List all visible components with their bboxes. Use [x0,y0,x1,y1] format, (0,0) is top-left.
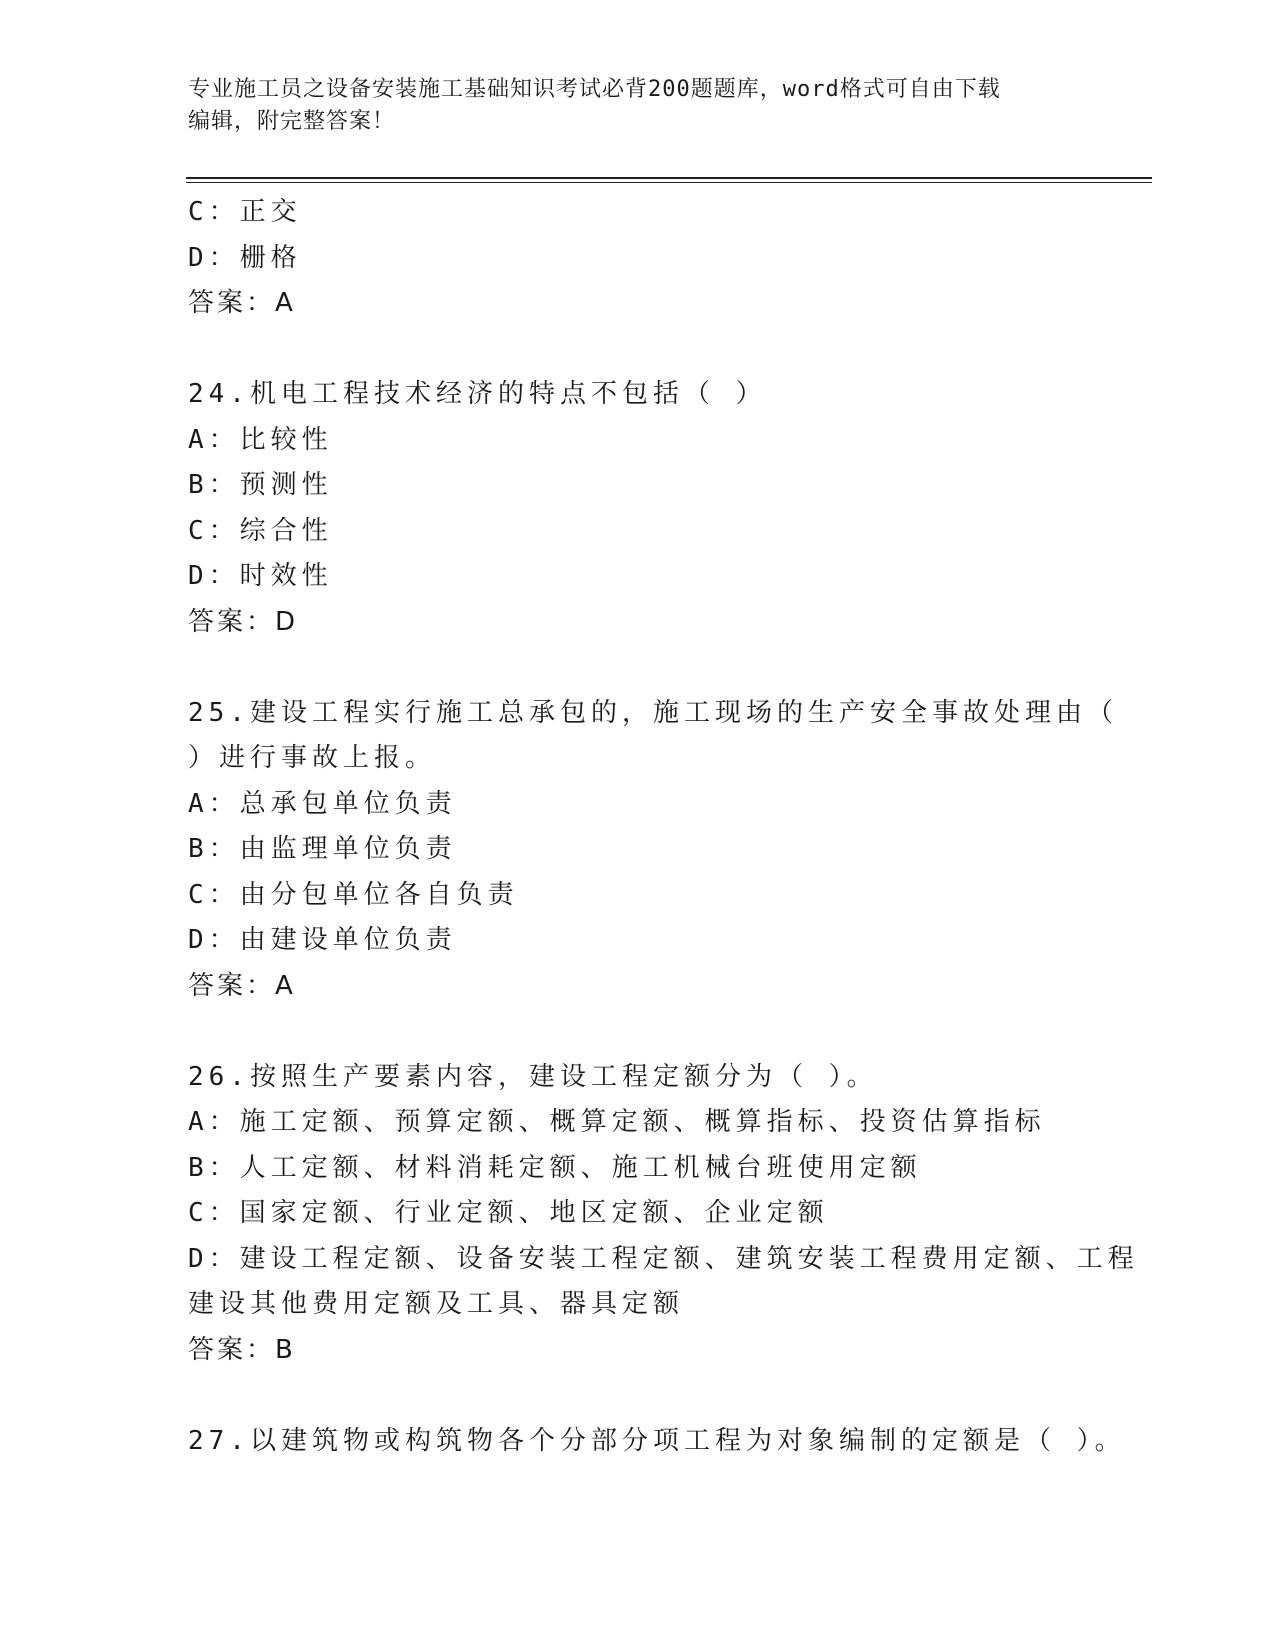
question-25-line-1: 25.建设工程实行施工总承包的，施工现场的生产安全事故处理由（ [188,697,1118,728]
answer: 答案：D [188,606,299,637]
header-divider-thick [186,177,1152,179]
option-b: B：预测性 [188,470,333,500]
option-a: A：总承包单位负责 [188,788,457,819]
answer: 答案：A [188,288,296,318]
header-line-2: 编辑，附完整答案！ [188,109,396,134]
option-d: D：时效性 [188,561,333,591]
question-24: 24.机电工程技术经济的特点不包括（ ） [188,379,767,409]
question-list [188,190,1139,1464]
option-a: A：施工定额、预算定额、概算定额、概算指标、投资估算指标 [188,1107,1046,1137]
option-b: B：由监理单位负责 [188,834,457,864]
option-b: B：人工定额、材料消耗定额、施工机械台班使用定额 [188,1152,922,1183]
answer: 答案：A [188,970,296,1001]
question-27: 27.以建筑物或构筑物各个分部分项工程为对象编制的定额是（ ）。 [188,1425,1126,1456]
option-d-line-1: D：建设工程定额、设备安装工程定额、建筑安装工程费用定额、工程 [188,1243,1139,1274]
option-d: D：由建设单位负责 [188,925,457,955]
header-divider-thin [186,182,1152,183]
option-c: C：国家定额、行业定额、地区定额、企业定额 [188,1198,829,1228]
option-c: C：综合性 [188,515,333,546]
option-c: C：正交 [188,197,302,227]
option-d-line-2: 建设其他费用定额及工具、器具定额 [188,1289,685,1319]
option-c: C：由分包单位各自负责 [188,879,519,910]
question-26: 26.按照生产要素内容，建设工程定额分为（ ）。 [188,1061,878,1092]
option-d: D：栅格 [188,242,302,273]
document-header [188,74,1068,138]
question-25-line-2: ）进行事故上报。 [188,743,437,773]
answer: 答案：B [188,1334,296,1365]
header-line-1: 专业施工员之设备安装施工基础知识考试必背200题题库，word格式可自由下载 [188,77,1001,102]
option-a: A：比较性 [188,424,333,455]
